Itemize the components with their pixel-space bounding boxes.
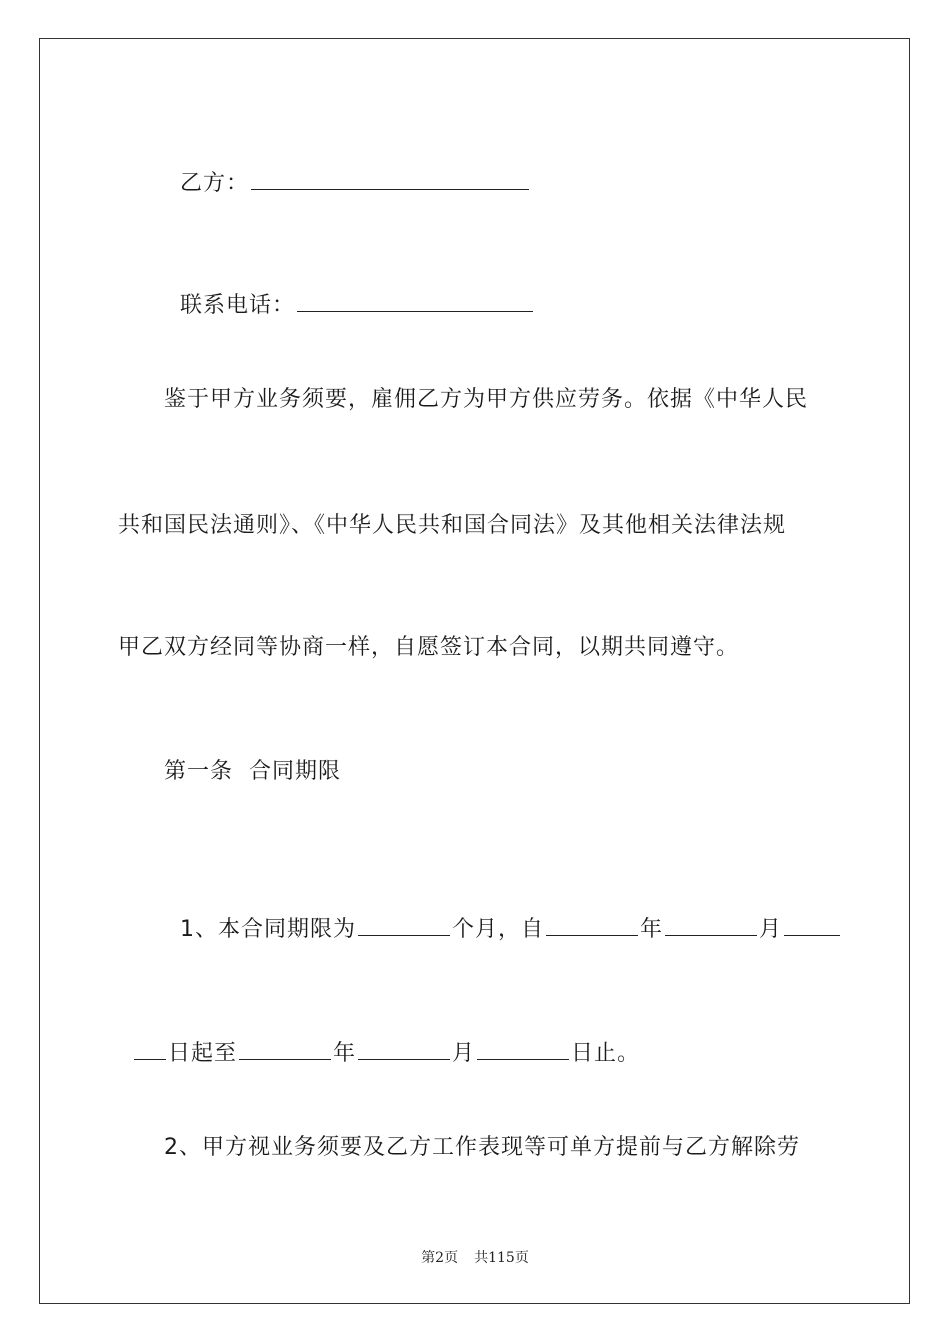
party-b-blank <box>251 167 529 190</box>
start-month-blank <box>665 913 757 936</box>
phone-line <box>164 259 535 321</box>
page-total: 共115页 <box>474 1250 529 1266</box>
party-b-label: 乙方： <box>180 171 250 196</box>
clause-1-month-text: 月 <box>759 917 783 942</box>
article-1-title: 第一条 合同期限 <box>164 759 341 784</box>
phone-blank <box>297 289 533 312</box>
phone-label: 联系电话： <box>180 293 296 318</box>
clause-2-line-1: 2、甲方视业务须要及乙方工作表现等可单方提前与乙方解除劳 <box>164 1135 800 1160</box>
months-blank <box>358 913 450 936</box>
page-border <box>39 38 910 1304</box>
clause-1-day-from-text: 日起至 <box>168 1041 238 1066</box>
clause-1-line-2 <box>118 1007 640 1069</box>
start-day-blank-part <box>784 913 840 936</box>
clause-1-end-text: 日止。 <box>571 1041 641 1066</box>
clause-1-year-text: 年 <box>640 917 664 942</box>
end-year-blank <box>239 1037 331 1060</box>
start-day-blank <box>134 1037 166 1060</box>
end-month-blank <box>358 1037 450 1060</box>
clause-1-line-1 <box>164 883 842 945</box>
clause-1-prefix: 1、本合同期限为 <box>180 917 356 942</box>
party-b-line <box>164 137 531 199</box>
preamble-line-1: 鉴于甲方业务须要，雇佣乙方为甲方供应劳务。依据《中华人民 <box>164 387 809 412</box>
clause-1-months-text: 个月，自 <box>452 917 545 942</box>
clause-1-month2-text: 月 <box>452 1041 476 1066</box>
clause-1-year2-text: 年 <box>333 1041 357 1066</box>
page-footer <box>0 1248 950 1268</box>
page-current: 第2页 <box>421 1250 459 1266</box>
preamble-line-2: 共和国民法通则》、《中华人民共和国合同法》及其他相关法律法规 <box>118 513 787 538</box>
preamble-line-3: 甲乙双方经同等协商一样，自愿签订本合同，以期共同遵守。 <box>118 635 740 660</box>
end-day-blank <box>477 1037 569 1060</box>
start-year-blank <box>546 913 638 936</box>
